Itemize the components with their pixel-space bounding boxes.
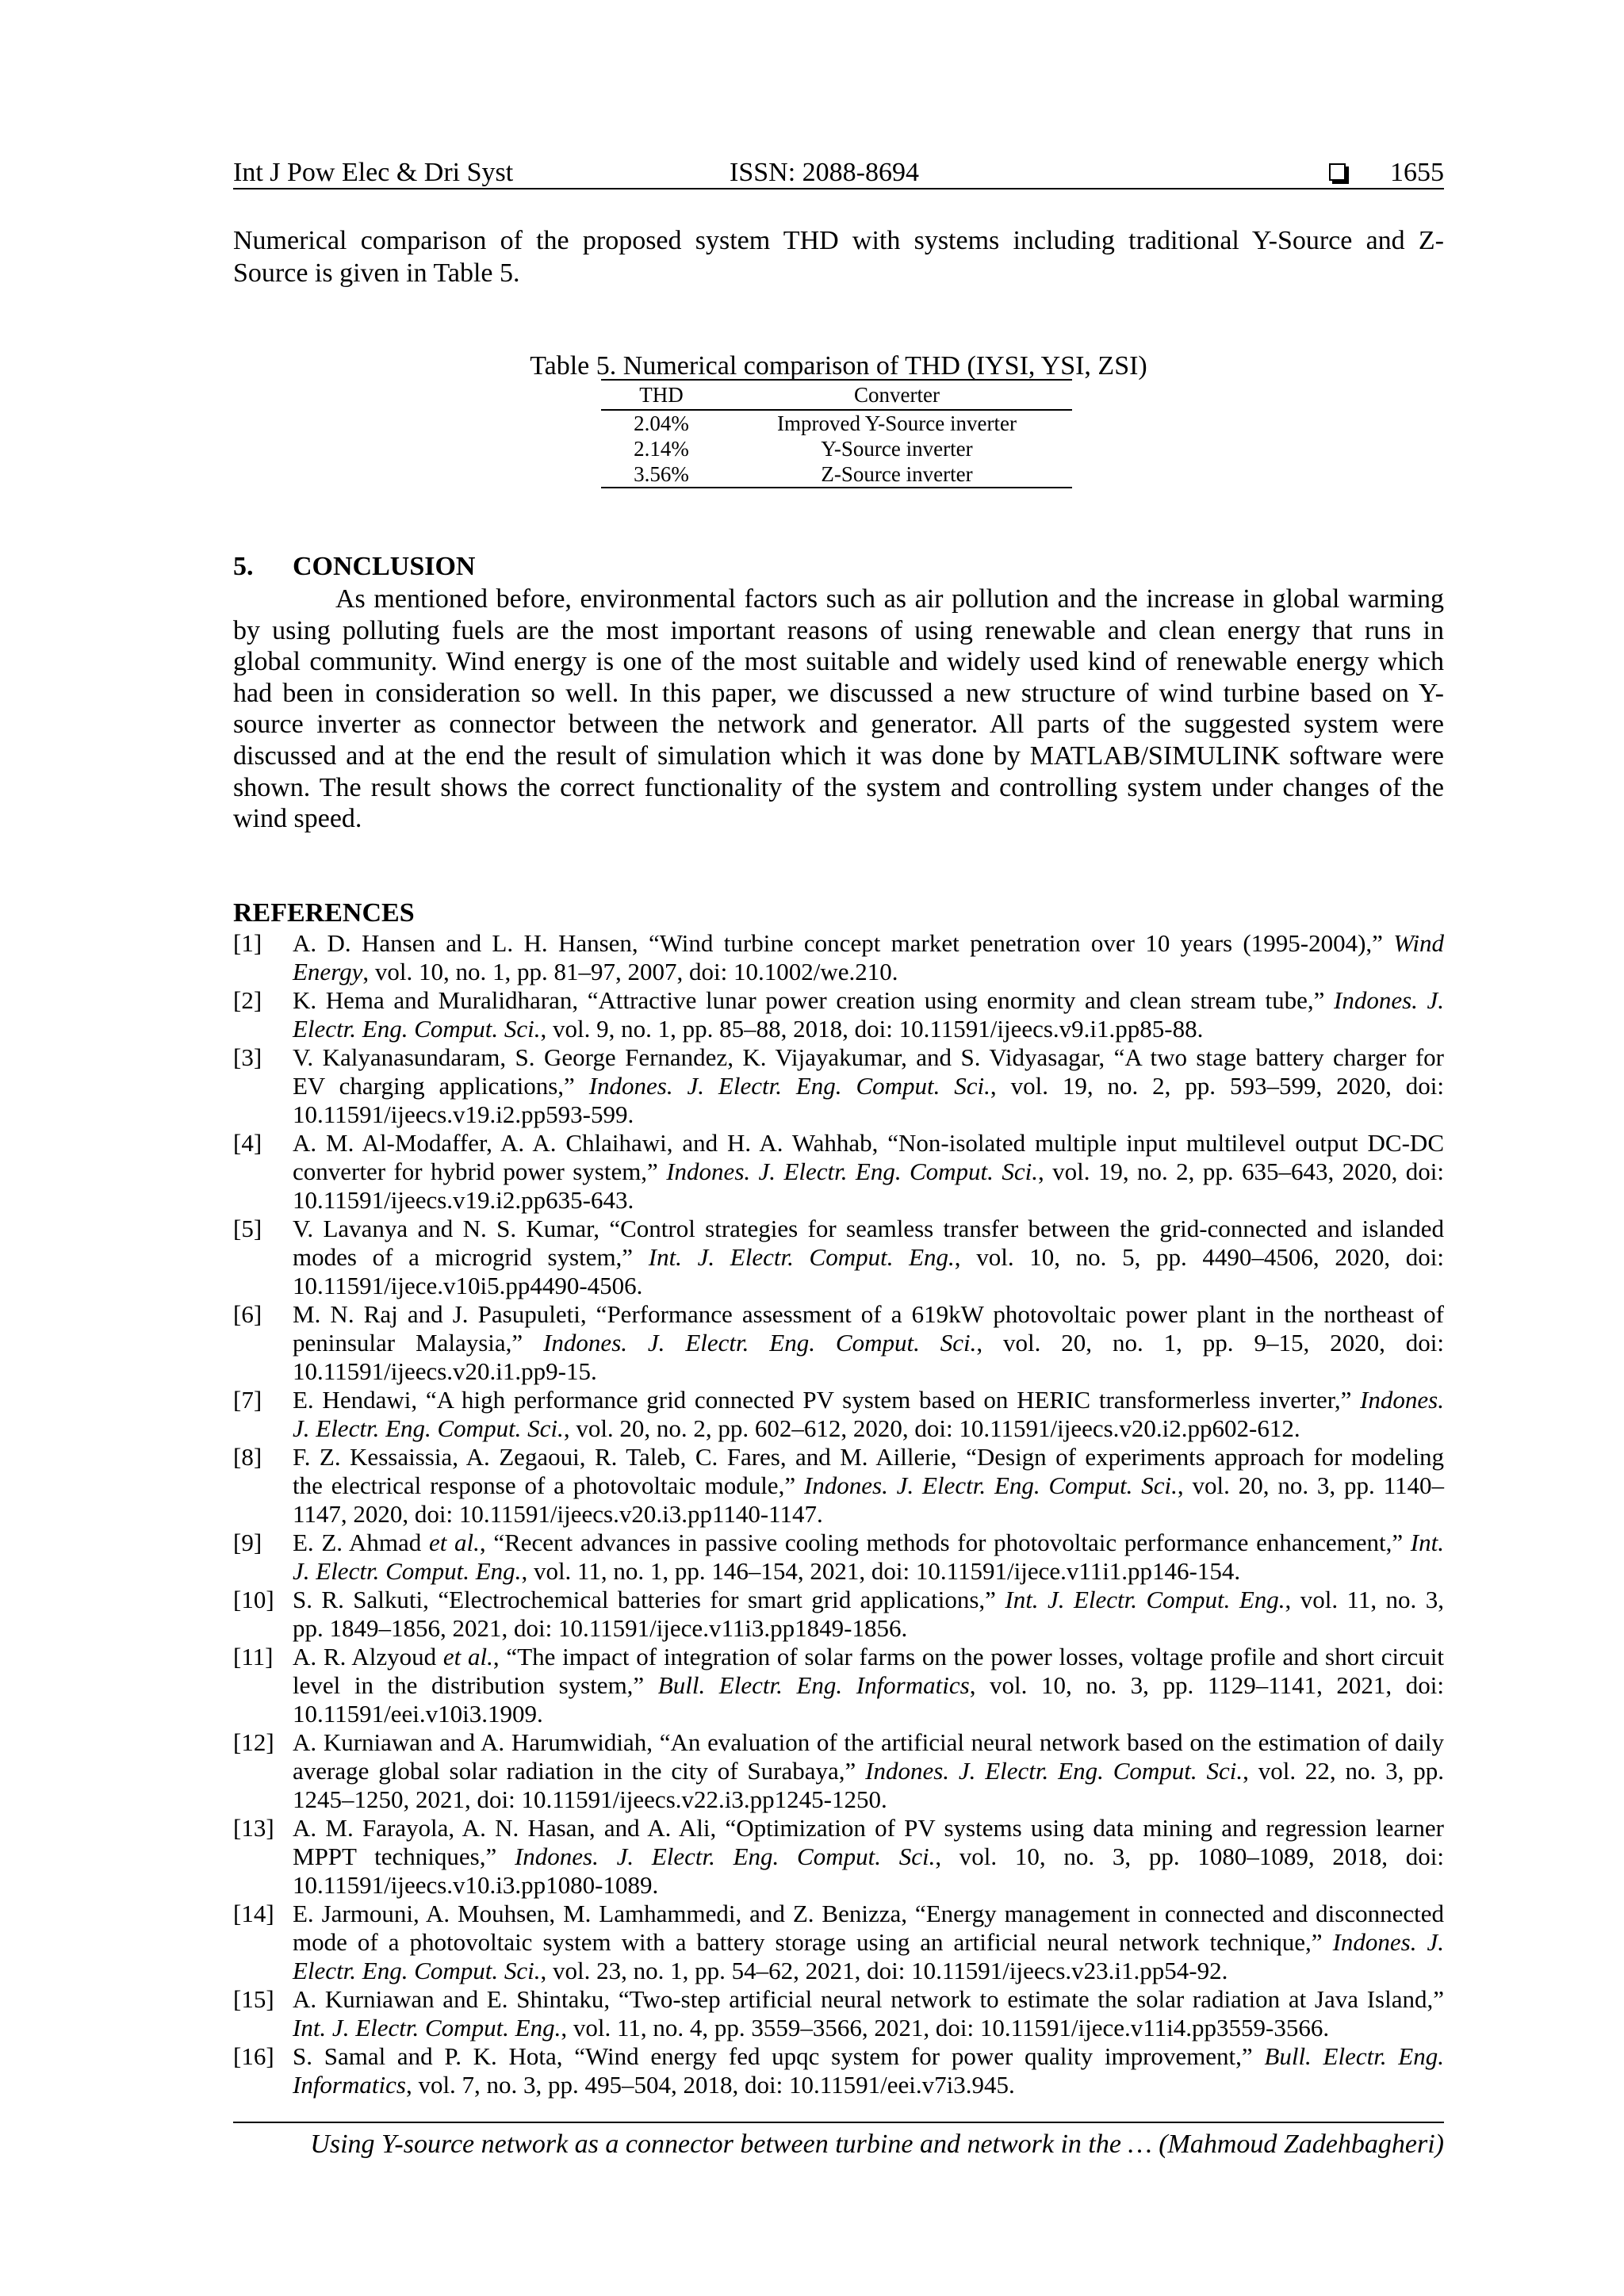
reference-text [293,1386,1444,1443]
reference-line [293,1443,1444,1471]
reference-item [233,1443,1444,1529]
reference-text [293,986,1444,1043]
reference-text [293,1728,1444,1814]
reference-line [293,1272,1444,1300]
reference-italic-segment: Indones. J. Electr. Eng. Comput. Sci. [588,1072,990,1100]
reference-number: [16] [233,2042,274,2070]
reference-text [293,1985,1444,2042]
reference-text-segment: , vol. 11, no. 1, pp. 146–154, 2021, doi: 10.11591/ijece.v11i1.pp146-154. [521,1557,1241,1585]
reference-text-segment: modes of a microgrid system,” [293,1243,649,1271]
reference-text-segment: mode of a photovoltaic system with a battery storage using an artificial neural network technique,” [293,1928,1333,1956]
thd-cell: 3.56% [634,461,689,486]
reference-italic-segment: Indones. J. Electr. Eng. Comput. Sci. [543,1329,977,1357]
reference-line [293,1100,1444,1129]
reference-line [293,1072,1444,1100]
reference-text-segment: pp. 1849–1856, 2021, doi: 10.11591/ijece.v11i3.pp1849-1856. [293,1614,908,1642]
paragraph-line: Source is given in Table 5. [233,258,520,288]
reference-line [293,1785,1444,1814]
table-header-row [601,381,1072,411]
thd-cell: 2.14% [634,436,689,461]
reference-line [293,1557,1444,1586]
reference-text-segment: S. Samal and P. K. Hota, “Wind energy fed upqc system for power quality improvement,” [293,2042,1265,2070]
reference-italic-segment: J. Electr. Comput. Eng. [293,1557,522,1585]
reference-text-segment: K. Hema and Muralidharan, “Attractive lunar power creation using enormity and clean stream tube,” [293,986,1334,1014]
reference-italic-segment: Indones. J. Electr. Eng. Comput. Sci. [666,1158,1038,1185]
reference-text-segment: 10.11591/ijeecs.v19.i2.pp635-643. [293,1186,634,1214]
reference-item [233,1529,1444,1586]
reference-italic-segment: et al. [428,1529,480,1556]
paragraph-line: had been in consideration so well. In this paper, we discussed a new structure of wind turbine based on Y- [233,678,1444,708]
header-rule [233,188,1444,189]
reference-text [293,2042,1444,2099]
reference-text-segment: , vol. 23, no. 1, pp. 54–62, 2021, doi: 10.11591/ijeecs.v23.i1.pp54-92. [540,1957,1228,1984]
paragraph-line: wind speed. [233,804,362,834]
reference-text-segment: 10.11591/ijece.v10i5.pp4490-4506. [293,1272,643,1299]
reference-text-segment: , vol. 22, no. 3, pp. [1243,1757,1444,1785]
reference-text-segment: , vol. 19, no. 2, pp. 593–599, 2020, doi: [990,1072,1445,1100]
reference-italic-segment: Energy [293,958,363,985]
square-icon [1329,163,1346,181]
table-row [601,436,1072,461]
references-heading: REFERENCES [233,898,415,928]
reference-number: [12] [233,1728,274,1756]
reference-line [293,2042,1444,2071]
reference-number: [8] [233,1443,262,1471]
reference-number: [6] [233,1300,262,1328]
reference-italic-segment: J. Electr. Eng. Comput. Sci. [293,1414,564,1442]
reference-text-segment: , vol. 9, no. 1, pp. 85–88, 2018, doi: 10.11591/ijeecs.v9.i1.pp85-88. [540,1015,1204,1043]
reference-line [293,958,1444,986]
reference-italic-segment: Indones. J. [1332,1928,1444,1956]
reference-line [293,1357,1444,1386]
reference-text [293,1586,1444,1643]
reference-text-segment: , vol. 10, no. 3, pp. 1129–1141, 2021, doi: [969,1671,1444,1699]
reference-line [293,1614,1444,1643]
reference-line [293,2014,1444,2042]
reference-item [233,1728,1444,1814]
reference-italic-segment: Int. J. Electr. Comput. Eng. [293,2014,561,2042]
reference-item [233,1900,1444,1985]
reference-italic-segment: Electr. Eng. Comput. Sci. [293,1015,541,1043]
reference-line [293,1985,1444,2014]
reference-text-segment: A. M. Al-Modaffer, A. A. Chlaihawi, and H. A. Wahhab, “Non-isolated multiple input multilevel output DC-DC [293,1129,1444,1157]
reference-italic-segment: Electr. Eng. Comput. Sci. [293,1957,541,1984]
reference-text [293,1129,1444,1215]
reference-line [293,1186,1444,1215]
reference-text-segment: V. Lavanya and N. S. Kumar, “Control strategies for seamless transfer between the grid-connected and islanded [293,1215,1444,1242]
reference-text-segment: E. Z. Ahmad [293,1529,429,1556]
footer-rule [233,2122,1444,2123]
reference-line [293,1957,1444,1985]
thd-comparison-table [601,379,1072,488]
reference-number: [11] [233,1643,274,1670]
reference-line [293,1129,1444,1158]
reference-line [293,1500,1444,1529]
reference-line [293,1329,1444,1357]
reference-number: [10] [233,1586,274,1613]
journal-abbreviation: Int J Pow Elec & Dri Syst [233,158,514,187]
section-number: 5. [233,552,254,581]
reference-line [293,986,1444,1015]
reference-item [233,2042,1444,2099]
reference-text-segment: , “Recent advances in passive cooling methods for photovoltaic performance enhancement,” [479,1529,1411,1556]
reference-text-segment: A. D. Hansen and L. H. Hansen, “Wind turbine concept market penetration over 10 years (1995-2004),” [293,929,1394,957]
reference-text-segment: 10.11591/ijeecs.v20.i1.pp9-15. [293,1357,597,1385]
reference-line [293,1814,1444,1843]
intro-paragraph [233,224,1444,289]
reference-text-segment: 10.11591/ijeecs.v19.i2.pp593-599. [293,1100,634,1128]
reference-line [293,1300,1444,1329]
reference-italic-segment: Int. J. Electr. Comput. Eng. [1005,1586,1285,1613]
reference-italic-segment: Indones. [1360,1386,1444,1414]
reference-item [233,1586,1444,1643]
reference-text-segment: E. Hendawi, “A high performance grid connected PV system based on HERIC transformerless inverter,” [293,1386,1361,1414]
issn: ISSN: 2088-8694 [730,158,919,187]
reference-text-segment: V. Kalyanasundaram, S. George Fernandez, K. Vijayakumar, and S. Vidyasagar, “A two stage battery charger for [293,1043,1444,1071]
reference-text [293,1443,1444,1529]
reference-text-segment: , vol. 20, no. 2, pp. 602–612, 2020, doi: 10.11591/ijeecs.v20.i2.pp602-612. [563,1414,1300,1442]
reference-text-segment: A. Kurniawan and E. Shintaku, “Two-step artificial neural network to estimate the solar radiation at Java Island,” [293,1985,1444,2013]
reference-italic-segment: et al. [442,1643,493,1670]
reference-line [293,1757,1444,1785]
reference-text-segment: EV charging applications,” [293,1072,589,1100]
reference-line [293,1843,1444,1871]
reference-item [233,1215,1444,1300]
reference-item [233,986,1444,1043]
reference-line [293,1015,1444,1043]
reference-number: [3] [233,1043,262,1071]
reference-text [293,1043,1444,1129]
reference-line [293,1928,1444,1957]
column-header-converter: Converter [854,382,940,407]
reference-line [293,1529,1444,1557]
running-footer: Using Y-source network as a connector between turbine and network in the … (Mahmoud Zadehbagheri) [310,2130,1444,2159]
reference-text [293,1215,1444,1300]
reference-number: [9] [233,1529,262,1556]
reference-text-segment: MPPT techniques,” [293,1843,515,1870]
reference-text-segment: M. N. Raj and J. Pasupuleti, “Performance assessment of a 619kW photovoltaic power plant in the northeast of [293,1300,1444,1328]
reference-line [293,1471,1444,1500]
reference-text-segment: , vol. 7, no. 3, pp. 495–504, 2018, doi: 10.11591/eei.v7i3.945. [405,2071,1015,2099]
reference-italic-segment: Indones. J. [1334,986,1444,1014]
reference-italic-segment: Informatics [293,2071,406,2099]
reference-line [293,1671,1444,1700]
reference-text-segment: 10.11591/ijeecs.v10.i3.pp1080-1089. [293,1871,659,1899]
reference-line [293,1243,1444,1272]
reference-text-segment: E. Jarmouni, A. Mouhsen, M. Lamhammedi, and Z. Benizza, “Energy management in connected and disconnected [293,1900,1444,1927]
reference-line [293,1728,1444,1757]
paragraph-line: by using polluting fuels are the most important reasons of using renewable and clean energy that runs in [233,615,1444,645]
reference-text-segment: A. R. Alzyoud [293,1643,443,1670]
reference-text-segment: the electrical response of a photovoltaic module,” [293,1471,804,1499]
reference-item [233,1643,1444,1728]
reference-item [233,1814,1444,1900]
table-row [601,461,1072,487]
reference-text-segment: average global solar radiation in the city of Surabaya,” [293,1757,866,1785]
reference-line [293,2071,1444,2099]
section-title: CONCLUSION [293,552,476,581]
converter-cell: Z-Source inverter [821,461,973,486]
reference-number: [4] [233,1129,262,1157]
reference-line [293,1215,1444,1243]
reference-text-segment: converter for hybrid power system,” [293,1158,667,1185]
paragraph-line: discussed and at the end the result of simulation which it was done by MATLAB/SIMULINK software were [233,740,1444,771]
reference-text-segment: A. Kurniawan and A. Harumwidiah, “An evaluation of the artificial neural network based on the estimation of daily [293,1728,1444,1756]
reference-line [293,1158,1444,1186]
reference-text [293,1643,1444,1728]
reference-text-segment: , vol. 11, no. 4, pp. 3559–3566, 2021, doi: 10.11591/ijece.v11i4.pp3559-3566. [561,2014,1330,2042]
reference-number: [5] [233,1215,262,1242]
reference-text-segment: , vol. 11, no. 3, [1285,1586,1444,1613]
reference-text [293,1900,1444,1985]
reference-line [293,1414,1444,1443]
reference-line [293,1700,1444,1728]
reference-line [293,1643,1444,1671]
reference-italic-segment: Indones. J. Electr. Eng. Comput. Sci. [803,1471,1178,1499]
reference-text-segment: peninsular Malaysia,” [293,1329,544,1357]
reference-line [293,1871,1444,1900]
reference-text-segment: A. M. Farayola, A. N. Hasan, and A. Ali, “Optimization of PV systems using data mining and regression learner [293,1814,1444,1842]
reference-text-segment: , vol. 10, no. 1, pp. 81–97, 2007, doi: 10.1002/we.210. [362,958,898,985]
converter-cell: Improved Y-Source inverter [777,411,1017,435]
reference-text-segment: F. Z. Kessaissia, A. Zegaoui, R. Taleb, C. Fares, and M. Aillerie, “Design of experiments approach for modeling [293,1443,1444,1471]
conclusion-paragraph [233,584,1444,835]
reference-item [233,1129,1444,1215]
reference-line [293,1586,1444,1614]
reference-text [293,1529,1444,1586]
reference-text-segment: , vol. 20, no. 1, pp. 9–15, 2020, doi: [976,1329,1445,1357]
table-row [601,411,1072,436]
page-number: 1655 [1390,158,1444,187]
thd-cell: 2.04% [634,411,689,435]
column-header-thd: THD [639,382,684,407]
reference-item [233,929,1444,986]
reference-text-segment: , vol. 20, no. 3, pp. 1140– [1177,1471,1444,1499]
reference-line [293,1043,1444,1072]
paragraph-line: source inverter as connector between the network and generator. All parts of the suggested system were [233,710,1444,740]
reference-item [233,1043,1444,1129]
reference-italic-segment: Int. J. Electr. Comput. Eng. [648,1243,955,1271]
reference-italic-segment: Indones. J. Electr. Eng. Comput. Sci. [865,1757,1243,1785]
reference-item [233,1386,1444,1443]
table-caption: Table 5. Numerical comparison of THD (IYSI, YSI, ZSI) [530,351,1147,381]
paragraph-line: Numerical comparison of the proposed system THD with systems including traditional Y-Source and Z- [233,226,1444,255]
reference-item [233,1300,1444,1386]
reference-italic-segment: Indones. J. Electr. Eng. Comput. Sci. [514,1843,936,1870]
paragraph-line: As mentioned before, environmental factors such as air pollution and the increase in global warming [335,584,1444,614]
reference-italic-segment: Wind [1393,929,1444,957]
reference-text [293,1300,1444,1386]
reference-italic-segment: Bull. Electr. Eng. [1264,2042,1444,2070]
paragraph-line: global community. Wind energy is one of the most suitable and widely used kind of renewable energy which [233,647,1444,677]
reference-line [293,1900,1444,1928]
reference-line [293,1386,1444,1414]
reference-text-segment: , vol. 10, no. 3, pp. 1080–1089, 2018, doi: [935,1843,1445,1870]
reference-number: [7] [233,1386,262,1414]
reference-italic-segment: Int. [1410,1529,1444,1556]
reference-text-segment: , vol. 10, no. 5, pp. 4490–4506, 2020, doi: [954,1243,1444,1271]
reference-number: [15] [233,1985,274,2013]
reference-number: [13] [233,1814,274,1842]
reference-text-segment: , “The impact of integration of solar farms on the power losses, voltage profile and short circuit [492,1643,1444,1670]
reference-text-segment: , vol. 19, no. 2, pp. 635–643, 2020, doi: [1037,1158,1445,1185]
paragraph-line: shown. The result shows the correct functionality of the system and controlling system under changes of the [233,772,1444,802]
reference-number: [2] [233,986,262,1014]
reference-text [293,929,1444,986]
reference-italic-segment: Bull. Electr. Eng. Informatics [657,1671,970,1699]
reference-text [293,1814,1444,1900]
reference-number: [1] [233,929,262,957]
reference-text-segment: S. R. Salkuti, “Electrochemical batteries for smart grid applications,” [293,1586,1005,1613]
reference-item [233,1985,1444,2042]
reference-number: [14] [233,1900,274,1927]
reference-text-segment: 1245–1250, 2021, doi: 10.11591/ijeecs.v22.i3.pp1245-1250. [293,1785,887,1813]
reference-text-segment: 10.11591/eei.v10i3.1909. [293,1700,543,1728]
reference-text-segment: 1147, 2020, doi: 10.11591/ijeecs.v20.i3.pp1140-1147. [293,1500,823,1528]
converter-cell: Y-Source inverter [821,436,973,461]
reference-text-segment: level in the distribution system,” [293,1671,658,1699]
reference-list [233,929,1444,2099]
reference-line [293,929,1444,958]
